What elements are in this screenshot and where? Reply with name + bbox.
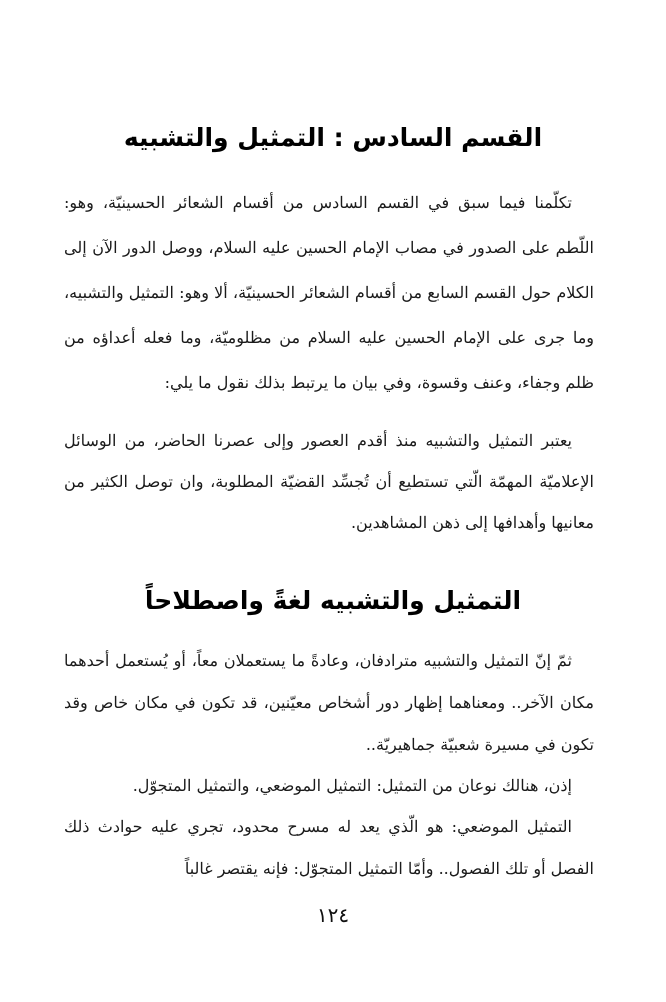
paragraph-text: ثمّ إنّ التمثيل والتشبيه مترادفان، وعادةً ما يستعملان معاً، أو يُستعمل أحدهما مكان الآخر.. ومعناهما إظهار دور أشخاص معيّنين، قد تكون في مكان خاص وقد تكون في مسيرة شعبيّة جماهيريّة.. xyxy=(64,651,594,754)
section-title: القسم السادس : التمثيل والتشبيه xyxy=(123,123,543,152)
paragraph-text: تكلّمنا فيما سبق في القسم السادس من أقسام الشعائر الحسينيّة، وهو: اللّطم على الصدور في مصاب الإمام الحسين عليه السلام، ووصل الدور الآن إلى الكلام حول القسم السابع من أقسام الشعائر الحسينيّة، ألا وهو: التمثيل والتشبيه، وما جرى على الإمام الحسين عليه السلام من مظلوميّة، وما فعله أعداؤه من ظلم وجفاء، وعنف وقسوة، وفي بيان ما يرتبط بذلك نقول ما يلي: xyxy=(64,193,594,392)
page-number: ١٢٤ xyxy=(316,903,350,927)
paragraph-types xyxy=(64,766,594,806)
paragraph-definition xyxy=(64,640,594,766)
subsection-title: التمثيل والتشبيه لغةً واصطلاحاً xyxy=(144,586,522,615)
paragraph-stationary xyxy=(64,806,594,890)
paragraph-text: التمثيل الموضعي: هو الّذي يعد له مسرح محدود، تجري عليه حوادث ذلك الفصل أو تلك الفصول.. وأمّا التمثيل المتجوّل: فإنه يقتصر غالباً xyxy=(64,817,594,878)
paragraph-media xyxy=(64,420,594,543)
paragraph-text: إذن، هنالك نوعان من التمثيل: التمثيل الموضعي، والتمثيل المتجوّل. xyxy=(132,776,572,795)
paragraph-intro xyxy=(64,180,594,405)
paragraph-text: يعتبر التمثيل والتشبيه منذ أقدم العصور وإلى عصرنا الحاضر، من الوسائل الإعلاميّة المهمّة الّتي تستطيع أن تُجسِّد القضيّة المطلوبة، وان توصل الكثير من معانيها وأهدافها إلى ذهن المشاهدين. xyxy=(64,431,594,532)
